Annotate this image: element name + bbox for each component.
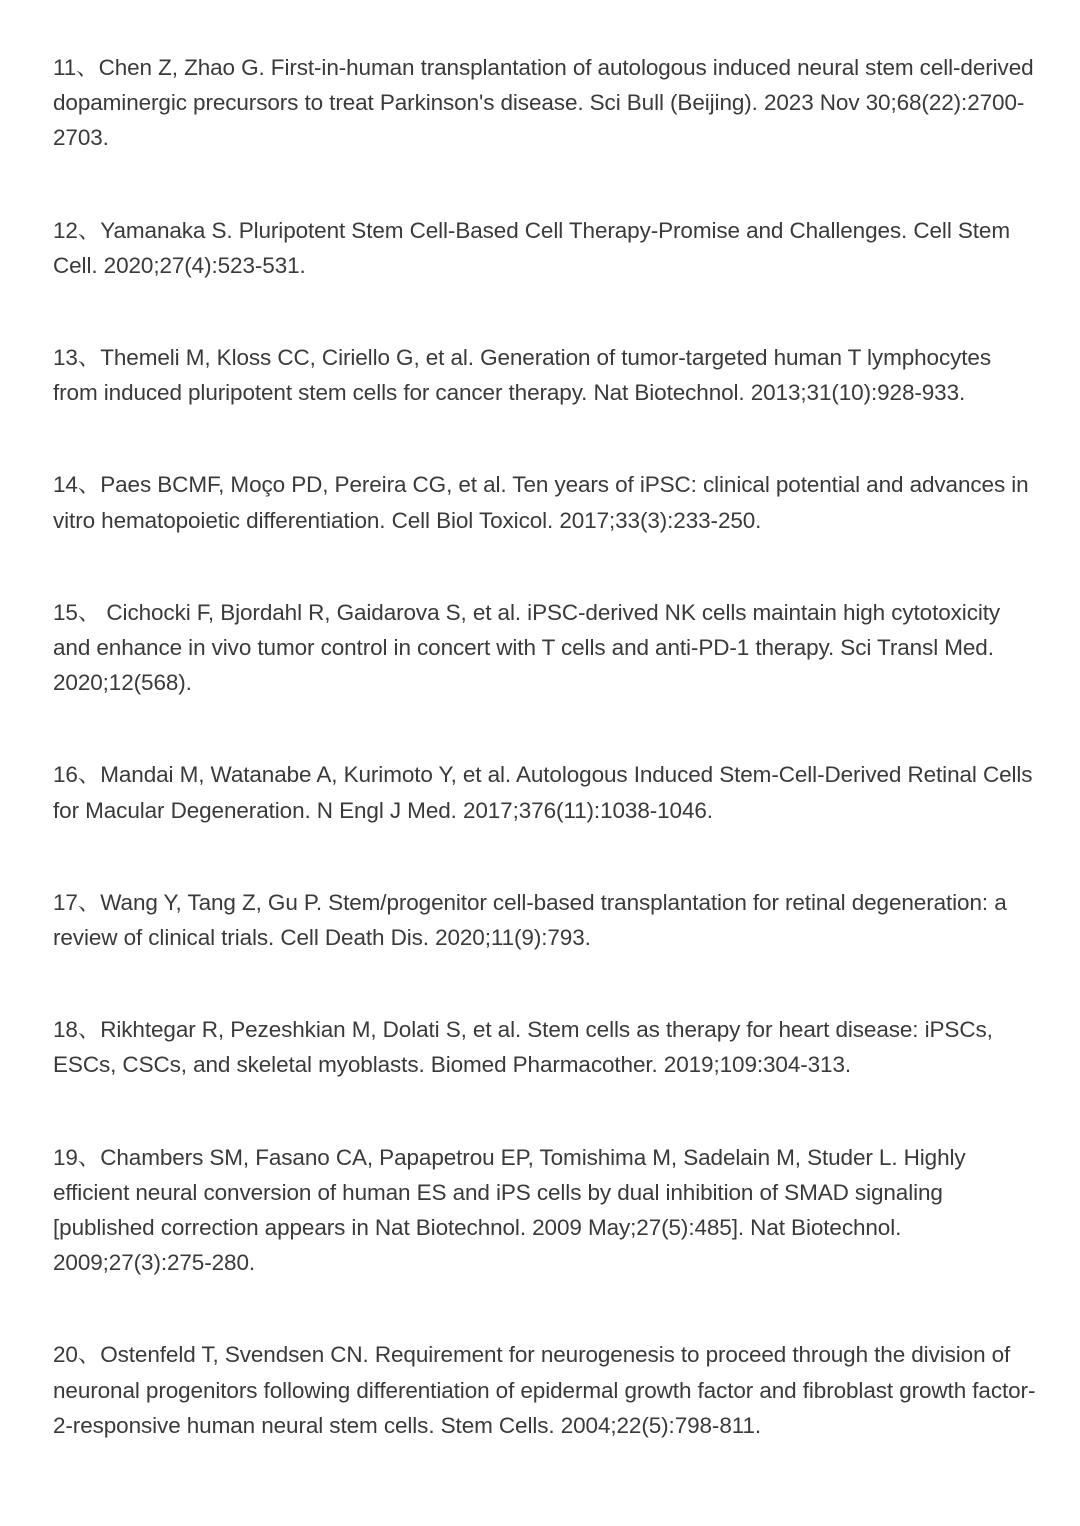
reference-text: Mandai M, Watanabe A, Kurimoto Y, et al. Autologous Induced Stem-Cell-Derived Retinal Cells for Macular Degeneration. N Engl J Med. 2017;376(11):1038-1046. — [53, 762, 1033, 823]
reference-item-15 — [53, 595, 1038, 701]
reference-number: 17 — [53, 889, 78, 915]
reference-item-18 — [53, 1012, 1038, 1082]
reference-separator: 、 — [77, 762, 101, 788]
reference-text: Chambers SM, Fasano CA, Papapetrou EP, Tomishima M, Sadelain M, Studer L. Highly efficient neural conversion of human ES and iPS cells by dual inhibition of SMAD signaling [published correction appears in Nat Biotechnol. 2009 May;27(5):485]. Nat Biotechnol. 2009;27(3):275-280. — [53, 1144, 966, 1276]
reference-text: Cichocki F, Bjordahl R, Gaidarova S, et al. iPSC-derived NK cells maintain high cytotoxicity and enhance in vivo tumor control in concert with T cells and anti-PD-1 therapy. Sci Transl Med. 2020;12(568). — [53, 599, 1001, 696]
reference-separator: 、 — [77, 1342, 101, 1368]
reference-list — [53, 50, 1038, 1500]
reference-number: 11 — [53, 55, 77, 80]
reference-text: Chen Z, Zhao G. First-in-human transplantation of autologous induced neural stem cell-derived dopaminergic precursors to treat Parkinson's disease. Sci Bull (Beijing). 2023 Nov 30;68(22):2700-2703. — [53, 55, 1034, 151]
reference-text: Wang Y, Tang Z, Gu P. Stem/progenitor cell-based transplantation for retinal degeneration: a review of clinical trials. Cell Death Dis. 2020;11(9):793. — [53, 889, 1007, 951]
reference-number: 12 — [53, 217, 78, 243]
reference-separator: 、 — [77, 345, 101, 371]
reference-separator: 、 — [77, 472, 101, 498]
reference-separator: 、 — [77, 599, 107, 625]
reference-number: 13 — [53, 345, 78, 371]
reference-number: 20 — [53, 1342, 78, 1368]
reference-number: 15 — [53, 599, 78, 625]
reference-item-19 — [53, 1140, 1038, 1281]
reference-item-12 — [53, 213, 1038, 283]
reference-text: Paes BCMF, Moço PD, Pereira CG, et al. Ten years of iPSC: clinical potential and advances in vitro hematopoietic differentiation. Cell Biol Toxicol. 2017;33(3):233-250. — [53, 472, 1029, 533]
reference-text: Themeli M, Kloss CC, Ciriello G, et al. Generation of tumor-targeted human T lymphocytes from induced pluripotent stem cells for cancer therapy. Nat Biotechnol. 2013;31(10):928-933. — [53, 345, 991, 406]
reference-item-11 — [53, 50, 1038, 156]
reference-number: 18 — [53, 1017, 78, 1043]
reference-separator: 、 — [77, 1144, 101, 1170]
reference-separator: 、 — [77, 889, 101, 915]
reference-separator: 、 — [77, 217, 101, 243]
reference-number: 14 — [53, 472, 78, 498]
reference-separator: 、 — [76, 55, 99, 80]
reference-item-17 — [53, 885, 1038, 955]
reference-item-16 — [53, 757, 1038, 827]
reference-item-13 — [53, 340, 1038, 410]
reference-text: Yamanaka S. Pluripotent Stem Cell-Based Cell Therapy-Promise and Challenges. Cell Stem Cell. 2020;27(4):523-531. — [53, 217, 1010, 278]
reference-text: Ostenfeld T, Svendsen CN. Requirement for neurogenesis to proceed through the division of neuronal progenitors following differentiation of epidermal growth factor and fibroblast growth factor-2-responsive human neural stem cells. Stem Cells. 2004;22(5):798-811. — [53, 1342, 1036, 1438]
reference-separator: 、 — [77, 1017, 101, 1043]
reference-number: 16 — [53, 762, 78, 788]
reference-number: 19 — [53, 1144, 78, 1170]
reference-item-14 — [53, 467, 1038, 537]
reference-text: Rikhtegar R, Pezeshkian M, Dolati S, et al. Stem cells as therapy for heart disease: iPSCs, ESCs, CSCs, and skeletal myoblasts. Biomed Pharmacother. 2019;109:304-313. — [53, 1017, 993, 1078]
reference-item-20 — [53, 1337, 1038, 1443]
